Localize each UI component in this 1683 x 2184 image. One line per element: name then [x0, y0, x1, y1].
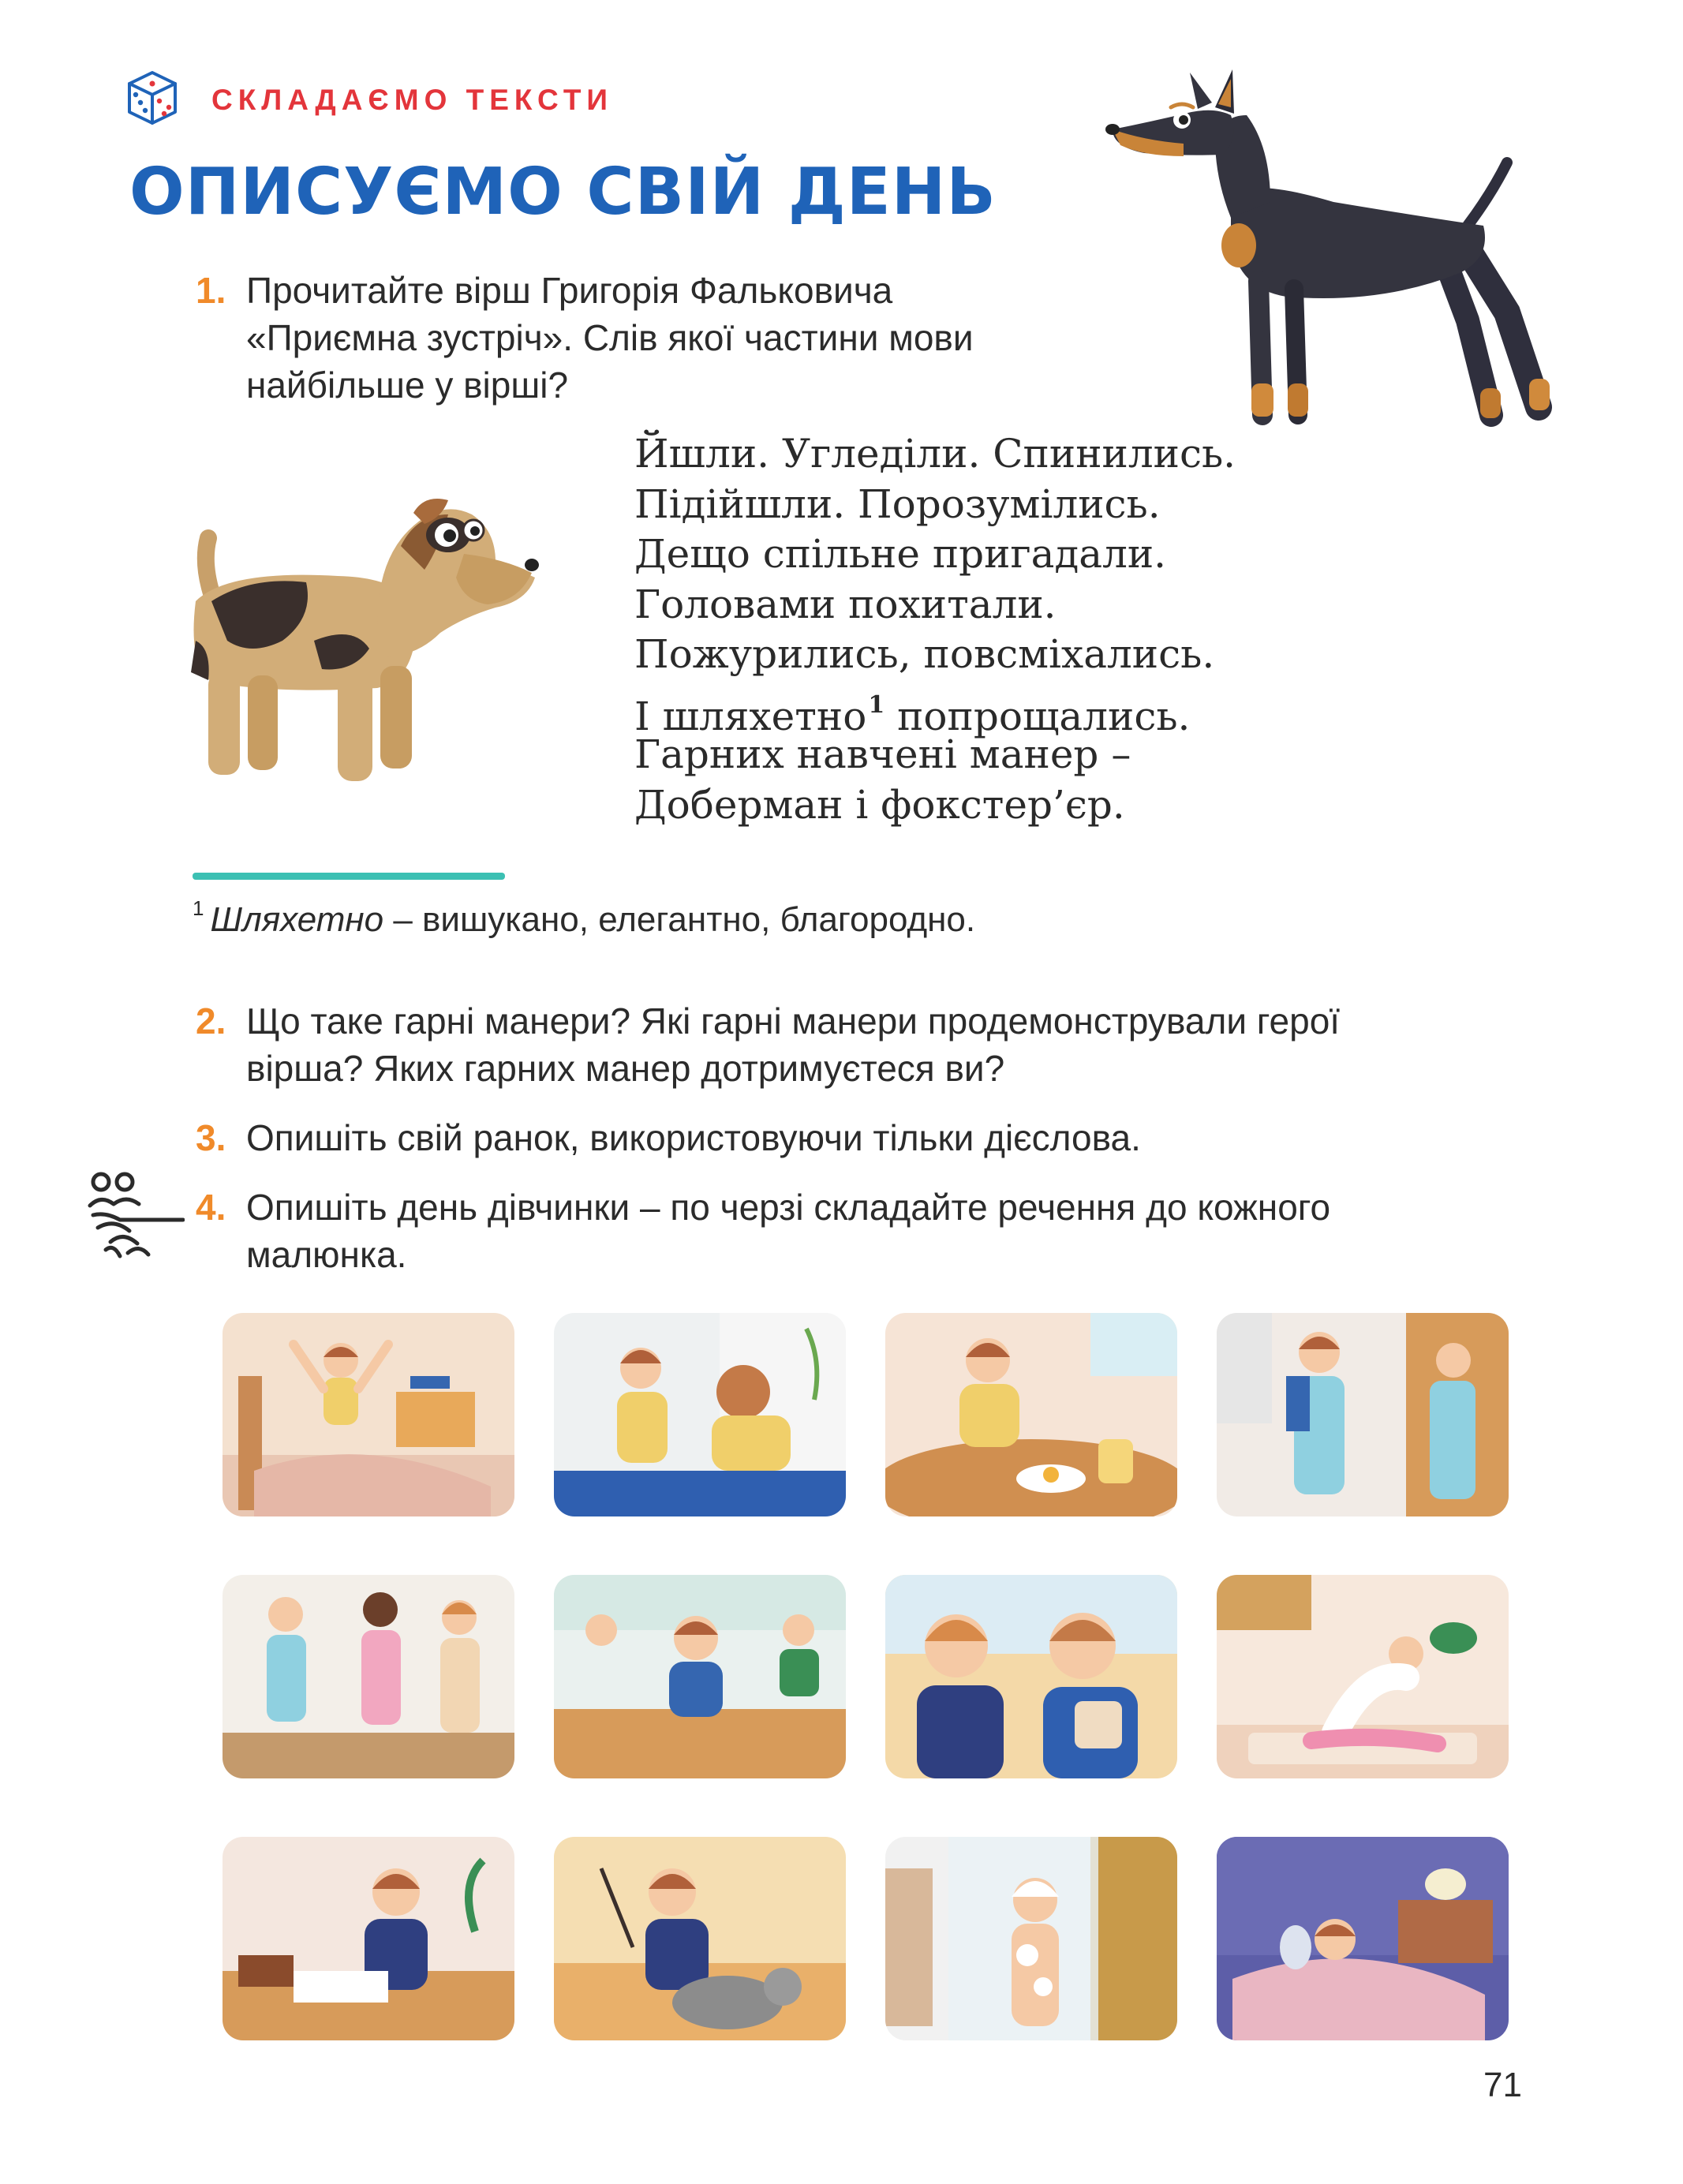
illustration-brushing-teeth [554, 1313, 846, 1516]
poem-line-6-start: І шляхетно [634, 693, 867, 739]
task-3 [196, 1114, 1537, 1161]
task-4-number: 4. [196, 1187, 226, 1228]
task-2 [196, 997, 1553, 1092]
footnote-definition: – вишукано, елегантно, благородно. [383, 900, 976, 939]
illustration-in-class [554, 1575, 846, 1778]
doberman-illustration [1097, 68, 1586, 431]
page-number: 71 [1483, 2066, 1522, 2104]
task-2-number: 2. [196, 1000, 226, 1042]
task-4-line: малюнка. [246, 1234, 407, 1275]
task-4-line: Опишіть день дівчинки – по черзі складайте речення до кожного [246, 1187, 1331, 1228]
illustration-waking-up [223, 1313, 514, 1516]
task-3-number: 3. [196, 1117, 226, 1158]
poem-line [634, 680, 1345, 739]
poem-line: Підійшли. Порозумілись. [634, 481, 1161, 527]
illustration-playing-with-cat [554, 1837, 846, 2040]
task-2-line: вірша? Яких гарних манер дотримуєтеся ви? [246, 1048, 1005, 1089]
poem-line: Дещо спільне пригадали. [634, 531, 1167, 577]
terrier-illustration [180, 483, 559, 798]
illustration-shower [885, 1837, 1177, 2040]
poem-line: Гарних навчені манер – [634, 731, 1131, 777]
illustration-exercise [1217, 1575, 1509, 1778]
poem-line: Йшли. Угледіли. Спинились. [634, 431, 1236, 477]
poem-line-6-end: попрощались. [885, 693, 1191, 739]
task-1-line: Прочитайте вірш Григорія Фальковича [246, 270, 893, 311]
illustration-going-to-sleep [1217, 1837, 1509, 2040]
footnote-reference: 1 [868, 690, 885, 719]
task-2-line: Що таке гарні манери? Які гарні манери продемонстрували герої [246, 1000, 1341, 1042]
illustration-going-to-school [223, 1575, 514, 1778]
dice-icon [126, 69, 178, 126]
task-1-line: «Приємна зустріч». Слів якої частини мови [246, 317, 974, 358]
section-label: СКЛАДАЄМО ТЕКСТИ [211, 84, 614, 116]
illustration-getting-dressed [1217, 1313, 1509, 1516]
group-work-icon [82, 1168, 185, 1262]
poem-line: Доберман і фокстер’єр. [634, 781, 1125, 828]
page-title: ОПИСУЄМО СВІЙ ДЕНЬ [129, 155, 997, 230]
task-1 [196, 267, 1143, 417]
task-1-line: найбільше у вірші? [246, 365, 569, 406]
footnote [193, 896, 975, 940]
poem [634, 429, 1345, 830]
task-4 [196, 1184, 1553, 1278]
task-1-number: 1. [196, 270, 226, 311]
footnote-rule [193, 873, 505, 880]
illustration-homework [223, 1837, 514, 2040]
footnote-mark: 1 [193, 896, 204, 920]
poem-line: Головами похитали. [634, 581, 1057, 627]
illustration-lunch-break [885, 1575, 1177, 1778]
poem-line: Пожурились, повсміхались. [634, 631, 1215, 677]
task-3-line: Опишіть свій ранок, використовуючи тільки дієслова. [246, 1117, 1141, 1158]
illustration-breakfast [885, 1313, 1177, 1516]
footnote-term: Шляхетно [210, 900, 384, 939]
